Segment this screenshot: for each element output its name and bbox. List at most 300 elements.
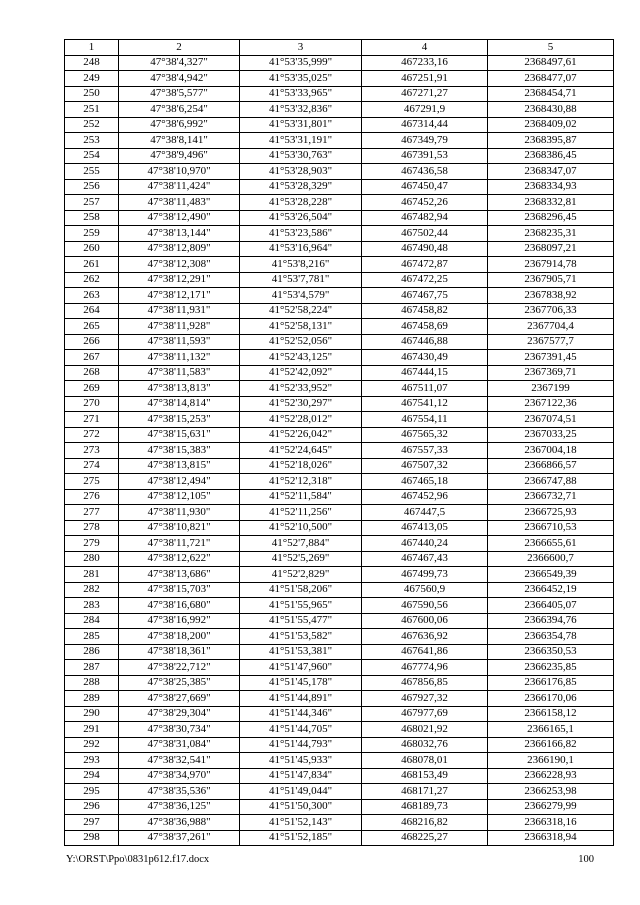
latitude-cell: 47°38'18,200"	[119, 629, 240, 645]
point-number-cell: 284	[65, 613, 119, 629]
table-row	[65, 644, 614, 660]
point-number-cell: 271	[65, 412, 119, 428]
y-coordinate-cell: 2368409,02	[488, 117, 614, 133]
y-coordinate-cell: 2368454,71	[488, 86, 614, 102]
y-coordinate-cell: 2367199	[488, 381, 614, 397]
x-coordinate-cell: 467641,86	[362, 644, 488, 660]
table-row	[65, 226, 614, 242]
x-coordinate-cell: 467502,44	[362, 226, 488, 242]
latitude-cell: 47°38'35,536"	[119, 784, 240, 800]
x-coordinate-cell: 467472,25	[362, 272, 488, 288]
table-row	[65, 303, 614, 319]
table-row	[65, 629, 614, 645]
latitude-cell: 47°38'36,988"	[119, 815, 240, 831]
y-coordinate-cell: 2366354,78	[488, 629, 614, 645]
table-row	[65, 381, 614, 397]
latitude-cell: 47°38'13,813"	[119, 381, 240, 397]
y-coordinate-cell: 2366655,61	[488, 536, 614, 552]
point-number-cell: 264	[65, 303, 119, 319]
latitude-cell: 47°38'12,308"	[119, 257, 240, 273]
table-row	[65, 55, 614, 71]
point-number-cell: 285	[65, 629, 119, 645]
latitude-cell: 47°38'4,942"	[119, 71, 240, 87]
longitude-cell: 41°53'31,191"	[240, 133, 362, 149]
point-number-cell: 287	[65, 660, 119, 676]
longitude-cell: 41°53'30,763"	[240, 148, 362, 164]
table-row	[65, 427, 614, 443]
y-coordinate-cell: 2368395,87	[488, 133, 614, 149]
table-row	[65, 133, 614, 149]
y-coordinate-cell: 2366747,88	[488, 474, 614, 490]
longitude-cell: 41°51'44,793"	[240, 737, 362, 753]
longitude-cell: 41°53'35,025"	[240, 71, 362, 87]
y-coordinate-cell: 2367074,51	[488, 412, 614, 428]
point-number-cell: 250	[65, 86, 119, 102]
table-row	[65, 753, 614, 769]
latitude-cell: 47°38'9,496"	[119, 148, 240, 164]
x-coordinate-cell: 467444,15	[362, 365, 488, 381]
x-coordinate-cell: 467565,32	[362, 427, 488, 443]
latitude-cell: 47°38'15,253"	[119, 412, 240, 428]
y-coordinate-cell: 2367577,7	[488, 334, 614, 350]
point-number-cell: 249	[65, 71, 119, 87]
longitude-cell: 41°53'28,329"	[240, 179, 362, 195]
table-row	[65, 148, 614, 164]
point-number-cell: 259	[65, 226, 119, 242]
point-number-cell: 258	[65, 210, 119, 226]
latitude-cell: 47°38'13,144"	[119, 226, 240, 242]
point-number-cell: 288	[65, 675, 119, 691]
point-number-cell: 282	[65, 582, 119, 598]
longitude-cell: 41°53'4,579"	[240, 288, 362, 304]
point-number-cell: 270	[65, 396, 119, 412]
table-row	[65, 737, 614, 753]
longitude-cell: 41°53'23,586"	[240, 226, 362, 242]
longitude-cell: 41°52'28,012"	[240, 412, 362, 428]
y-coordinate-cell: 2366176,85	[488, 675, 614, 691]
x-coordinate-cell: 467467,43	[362, 551, 488, 567]
point-number-cell: 254	[65, 148, 119, 164]
x-coordinate-cell: 467440,24	[362, 536, 488, 552]
table-row	[65, 443, 614, 459]
longitude-cell: 41°51'55,477"	[240, 613, 362, 629]
x-coordinate-cell: 467314,44	[362, 117, 488, 133]
point-number-cell: 266	[65, 334, 119, 350]
table-row	[65, 102, 614, 118]
point-number-cell: 295	[65, 784, 119, 800]
latitude-cell: 47°38'11,930"	[119, 505, 240, 521]
table-row	[65, 241, 614, 257]
longitude-cell: 41°52'52,056"	[240, 334, 362, 350]
y-coordinate-cell: 2367838,92	[488, 288, 614, 304]
y-coordinate-cell: 2368332,81	[488, 195, 614, 211]
latitude-cell: 47°38'12,291"	[119, 272, 240, 288]
table-body	[65, 55, 614, 846]
x-coordinate-cell: 467458,69	[362, 319, 488, 335]
latitude-cell: 47°38'6,992"	[119, 117, 240, 133]
longitude-cell: 41°53'31,801"	[240, 117, 362, 133]
longitude-cell: 41°52'24,645"	[240, 443, 362, 459]
y-coordinate-cell: 2366318,94	[488, 830, 614, 846]
longitude-cell: 41°51'44,891"	[240, 691, 362, 707]
longitude-cell: 41°52'58,224"	[240, 303, 362, 319]
y-coordinate-cell: 2366190,1	[488, 753, 614, 769]
y-coordinate-cell: 2367369,71	[488, 365, 614, 381]
latitude-cell: 47°38'6,254"	[119, 102, 240, 118]
y-coordinate-cell: 2366235,85	[488, 660, 614, 676]
y-coordinate-cell: 2368497,61	[488, 55, 614, 71]
longitude-cell: 41°52'58,131"	[240, 319, 362, 335]
x-coordinate-cell: 468225,27	[362, 830, 488, 846]
x-coordinate-cell: 467977,69	[362, 706, 488, 722]
x-coordinate-cell: 467511,07	[362, 381, 488, 397]
y-coordinate-cell: 2367914,78	[488, 257, 614, 273]
y-coordinate-cell: 2366318,16	[488, 815, 614, 831]
x-coordinate-cell: 467774,96	[362, 660, 488, 676]
longitude-cell: 41°52'18,026"	[240, 458, 362, 474]
longitude-cell: 41°52'33,952"	[240, 381, 362, 397]
y-coordinate-cell: 2366710,53	[488, 520, 614, 536]
table-row	[65, 675, 614, 691]
latitude-cell: 47°38'12,809"	[119, 241, 240, 257]
y-coordinate-cell: 2366228,93	[488, 768, 614, 784]
longitude-cell: 41°53'28,228"	[240, 195, 362, 211]
point-number-cell: 276	[65, 489, 119, 505]
y-coordinate-cell: 2368347,07	[488, 164, 614, 180]
longitude-cell: 41°52'26,042"	[240, 427, 362, 443]
point-number-cell: 265	[65, 319, 119, 335]
x-coordinate-cell: 468171,27	[362, 784, 488, 800]
longitude-cell: 41°53'8,216"	[240, 257, 362, 273]
x-coordinate-cell: 467927,32	[362, 691, 488, 707]
longitude-cell: 41°51'47,834"	[240, 768, 362, 784]
x-coordinate-cell: 467472,87	[362, 257, 488, 273]
x-coordinate-cell: 467590,56	[362, 598, 488, 614]
latitude-cell: 47°38'16,992"	[119, 613, 240, 629]
point-number-cell: 256	[65, 179, 119, 195]
x-coordinate-cell: 467349,79	[362, 133, 488, 149]
x-coordinate-cell: 468216,82	[362, 815, 488, 831]
latitude-cell: 47°38'37,261"	[119, 830, 240, 846]
latitude-cell: 47°38'11,928"	[119, 319, 240, 335]
table-row	[65, 551, 614, 567]
latitude-cell: 47°38'16,680"	[119, 598, 240, 614]
column-header-5: 5	[488, 40, 614, 56]
latitude-cell: 47°38'22,712"	[119, 660, 240, 676]
latitude-cell: 47°38'29,304"	[119, 706, 240, 722]
table-row	[65, 768, 614, 784]
longitude-cell: 41°53'35,999"	[240, 55, 362, 71]
point-number-cell: 286	[65, 644, 119, 660]
footer-file-path: Y:\ORST\Ppo\0831p612.f17.docx	[66, 854, 210, 865]
x-coordinate-cell: 467482,94	[362, 210, 488, 226]
y-coordinate-cell: 2368097,21	[488, 241, 614, 257]
latitude-cell: 47°38'4,327"	[119, 55, 240, 71]
latitude-cell: 47°38'27,669"	[119, 691, 240, 707]
x-coordinate-cell: 467436,58	[362, 164, 488, 180]
table-row	[65, 536, 614, 552]
table-row	[65, 210, 614, 226]
latitude-cell: 47°38'12,171"	[119, 288, 240, 304]
point-number-cell: 294	[65, 768, 119, 784]
point-number-cell: 260	[65, 241, 119, 257]
longitude-cell: 41°52'30,297"	[240, 396, 362, 412]
point-number-cell: 280	[65, 551, 119, 567]
y-coordinate-cell: 2366394,76	[488, 613, 614, 629]
longitude-cell: 41°51'47,960"	[240, 660, 362, 676]
longitude-cell: 41°51'45,178"	[240, 675, 362, 691]
point-number-cell: 268	[65, 365, 119, 381]
latitude-cell: 47°38'5,577"	[119, 86, 240, 102]
page-number: 100	[578, 854, 594, 865]
table-row	[65, 412, 614, 428]
x-coordinate-cell: 467458,82	[362, 303, 488, 319]
y-coordinate-cell: 2366866,57	[488, 458, 614, 474]
longitude-cell: 41°52'2,829"	[240, 567, 362, 583]
x-coordinate-cell: 467600,06	[362, 613, 488, 629]
table-row	[65, 567, 614, 583]
latitude-cell: 47°38'13,815"	[119, 458, 240, 474]
table-row	[65, 117, 614, 133]
x-coordinate-cell: 467271,27	[362, 86, 488, 102]
latitude-cell: 47°38'10,970"	[119, 164, 240, 180]
point-number-cell: 275	[65, 474, 119, 490]
longitude-cell: 41°53'33,965"	[240, 86, 362, 102]
longitude-cell: 41°52'12,318"	[240, 474, 362, 490]
y-coordinate-cell: 2367004,18	[488, 443, 614, 459]
y-coordinate-cell: 2366170,06	[488, 691, 614, 707]
table-row	[65, 396, 614, 412]
x-coordinate-cell: 467413,05	[362, 520, 488, 536]
table-row	[65, 86, 614, 102]
y-coordinate-cell: 2367122,36	[488, 396, 614, 412]
longitude-cell: 41°51'52,185"	[240, 830, 362, 846]
y-coordinate-cell: 2366452,19	[488, 582, 614, 598]
y-coordinate-cell: 2368430,88	[488, 102, 614, 118]
y-coordinate-cell: 2368477,07	[488, 71, 614, 87]
table-row	[65, 582, 614, 598]
y-coordinate-cell: 2366549,39	[488, 567, 614, 583]
column-header-2: 2	[119, 40, 240, 56]
point-number-cell: 296	[65, 799, 119, 815]
x-coordinate-cell: 468189,73	[362, 799, 488, 815]
y-coordinate-cell: 2368386,45	[488, 148, 614, 164]
latitude-cell: 47°38'14,814"	[119, 396, 240, 412]
latitude-cell: 47°38'15,703"	[119, 582, 240, 598]
table-header-row	[65, 40, 614, 56]
point-number-cell: 298	[65, 830, 119, 846]
y-coordinate-cell: 2367391,45	[488, 350, 614, 366]
y-coordinate-cell: 2366158,12	[488, 706, 614, 722]
latitude-cell: 47°38'30,734"	[119, 722, 240, 738]
y-coordinate-cell: 2367704,4	[488, 319, 614, 335]
table-row	[65, 489, 614, 505]
x-coordinate-cell: 467499,73	[362, 567, 488, 583]
table-row	[65, 257, 614, 273]
longitude-cell: 41°53'26,504"	[240, 210, 362, 226]
latitude-cell: 47°38'12,494"	[119, 474, 240, 490]
x-coordinate-cell: 467490,48	[362, 241, 488, 257]
latitude-cell: 47°38'10,821"	[119, 520, 240, 536]
x-coordinate-cell: 467557,33	[362, 443, 488, 459]
point-number-cell: 283	[65, 598, 119, 614]
x-coordinate-cell: 467447,5	[362, 505, 488, 521]
x-coordinate-cell: 468032,76	[362, 737, 488, 753]
table-row	[65, 784, 614, 800]
latitude-cell: 47°38'11,483"	[119, 195, 240, 211]
latitude-cell: 47°38'11,721"	[119, 536, 240, 552]
y-coordinate-cell: 2368235,31	[488, 226, 614, 242]
x-coordinate-cell: 467251,91	[362, 71, 488, 87]
point-number-cell: 281	[65, 567, 119, 583]
longitude-cell: 41°52'43,125"	[240, 350, 362, 366]
latitude-cell: 47°38'12,622"	[119, 551, 240, 567]
x-coordinate-cell: 468153,49	[362, 768, 488, 784]
y-coordinate-cell: 2366405,07	[488, 598, 614, 614]
point-number-cell: 255	[65, 164, 119, 180]
latitude-cell: 47°38'34,970"	[119, 768, 240, 784]
latitude-cell: 47°38'15,383"	[119, 443, 240, 459]
x-coordinate-cell: 467233,16	[362, 55, 488, 71]
table-row	[65, 598, 614, 614]
latitude-cell: 47°38'13,686"	[119, 567, 240, 583]
point-number-cell: 248	[65, 55, 119, 71]
y-coordinate-cell: 2366350,53	[488, 644, 614, 660]
longitude-cell: 41°51'53,381"	[240, 644, 362, 660]
y-coordinate-cell: 2367905,71	[488, 272, 614, 288]
table-row	[65, 350, 614, 366]
point-number-cell: 274	[65, 458, 119, 474]
y-coordinate-cell: 2366165,1	[488, 722, 614, 738]
longitude-cell: 41°52'5,269"	[240, 551, 362, 567]
point-number-cell: 289	[65, 691, 119, 707]
table-row	[65, 799, 614, 815]
y-coordinate-cell: 2368296,45	[488, 210, 614, 226]
latitude-cell: 47°38'11,931"	[119, 303, 240, 319]
longitude-cell: 41°51'45,933"	[240, 753, 362, 769]
y-coordinate-cell: 2367706,33	[488, 303, 614, 319]
table-row	[65, 722, 614, 738]
longitude-cell: 41°52'10,500"	[240, 520, 362, 536]
table-row	[65, 319, 614, 335]
longitude-cell: 41°53'28,903"	[240, 164, 362, 180]
point-number-cell: 291	[65, 722, 119, 738]
longitude-cell: 41°51'49,044"	[240, 784, 362, 800]
point-number-cell: 252	[65, 117, 119, 133]
point-number-cell: 273	[65, 443, 119, 459]
longitude-cell: 41°53'7,781"	[240, 272, 362, 288]
y-coordinate-cell: 2366279,99	[488, 799, 614, 815]
longitude-cell: 41°51'55,965"	[240, 598, 362, 614]
y-coordinate-cell: 2366166,82	[488, 737, 614, 753]
longitude-cell: 41°51'52,143"	[240, 815, 362, 831]
x-coordinate-cell: 467541,12	[362, 396, 488, 412]
point-number-cell: 263	[65, 288, 119, 304]
x-coordinate-cell: 467291,9	[362, 102, 488, 118]
x-coordinate-cell: 467452,96	[362, 489, 488, 505]
table-row	[65, 520, 614, 536]
longitude-cell: 41°52'7,884"	[240, 536, 362, 552]
longitude-cell: 41°51'44,705"	[240, 722, 362, 738]
point-number-cell: 272	[65, 427, 119, 443]
point-number-cell: 279	[65, 536, 119, 552]
table-row	[65, 706, 614, 722]
x-coordinate-cell: 467507,32	[362, 458, 488, 474]
table-row	[65, 164, 614, 180]
point-number-cell: 277	[65, 505, 119, 521]
latitude-cell: 47°38'11,424"	[119, 179, 240, 195]
latitude-cell: 47°38'32,541"	[119, 753, 240, 769]
point-number-cell: 290	[65, 706, 119, 722]
latitude-cell: 47°38'12,105"	[119, 489, 240, 505]
longitude-cell: 41°52'42,092"	[240, 365, 362, 381]
longitude-cell: 41°53'32,836"	[240, 102, 362, 118]
table-row	[65, 71, 614, 87]
point-number-cell: 278	[65, 520, 119, 536]
table-row	[65, 691, 614, 707]
table-row	[65, 365, 614, 381]
x-coordinate-cell: 467554,11	[362, 412, 488, 428]
table-row	[65, 474, 614, 490]
latitude-cell: 47°38'11,593"	[119, 334, 240, 350]
latitude-cell: 47°38'15,631"	[119, 427, 240, 443]
table-row	[65, 458, 614, 474]
table-row	[65, 334, 614, 350]
x-coordinate-cell: 468078,01	[362, 753, 488, 769]
table-row	[65, 288, 614, 304]
point-number-cell: 269	[65, 381, 119, 397]
latitude-cell: 47°38'36,125"	[119, 799, 240, 815]
point-number-cell: 261	[65, 257, 119, 273]
coordinates-table	[64, 39, 614, 846]
latitude-cell: 47°38'11,583"	[119, 365, 240, 381]
table-row	[65, 272, 614, 288]
longitude-cell: 41°51'50,300"	[240, 799, 362, 815]
column-header-3: 3	[240, 40, 362, 56]
table-row	[65, 179, 614, 195]
longitude-cell: 41°51'58,206"	[240, 582, 362, 598]
latitude-cell: 47°38'31,084"	[119, 737, 240, 753]
x-coordinate-cell: 467856,85	[362, 675, 488, 691]
x-coordinate-cell: 468021,92	[362, 722, 488, 738]
table-row	[65, 505, 614, 521]
latitude-cell: 47°38'8,141"	[119, 133, 240, 149]
point-number-cell: 253	[65, 133, 119, 149]
table-row	[65, 830, 614, 846]
x-coordinate-cell: 467636,92	[362, 629, 488, 645]
x-coordinate-cell: 467465,18	[362, 474, 488, 490]
table-row	[65, 815, 614, 831]
table-row	[65, 195, 614, 211]
x-coordinate-cell: 467391,53	[362, 148, 488, 164]
y-coordinate-cell: 2366600,7	[488, 551, 614, 567]
x-coordinate-cell: 467467,75	[362, 288, 488, 304]
point-number-cell: 262	[65, 272, 119, 288]
x-coordinate-cell: 467452,26	[362, 195, 488, 211]
point-number-cell: 297	[65, 815, 119, 831]
y-coordinate-cell: 2366732,71	[488, 489, 614, 505]
y-coordinate-cell: 2368334,93	[488, 179, 614, 195]
point-number-cell: 251	[65, 102, 119, 118]
point-number-cell: 257	[65, 195, 119, 211]
latitude-cell: 47°38'11,132"	[119, 350, 240, 366]
x-coordinate-cell: 467430,49	[362, 350, 488, 366]
longitude-cell: 41°51'53,582"	[240, 629, 362, 645]
point-number-cell: 293	[65, 753, 119, 769]
y-coordinate-cell: 2366253,98	[488, 784, 614, 800]
x-coordinate-cell: 467560,9	[362, 582, 488, 598]
point-number-cell: 292	[65, 737, 119, 753]
